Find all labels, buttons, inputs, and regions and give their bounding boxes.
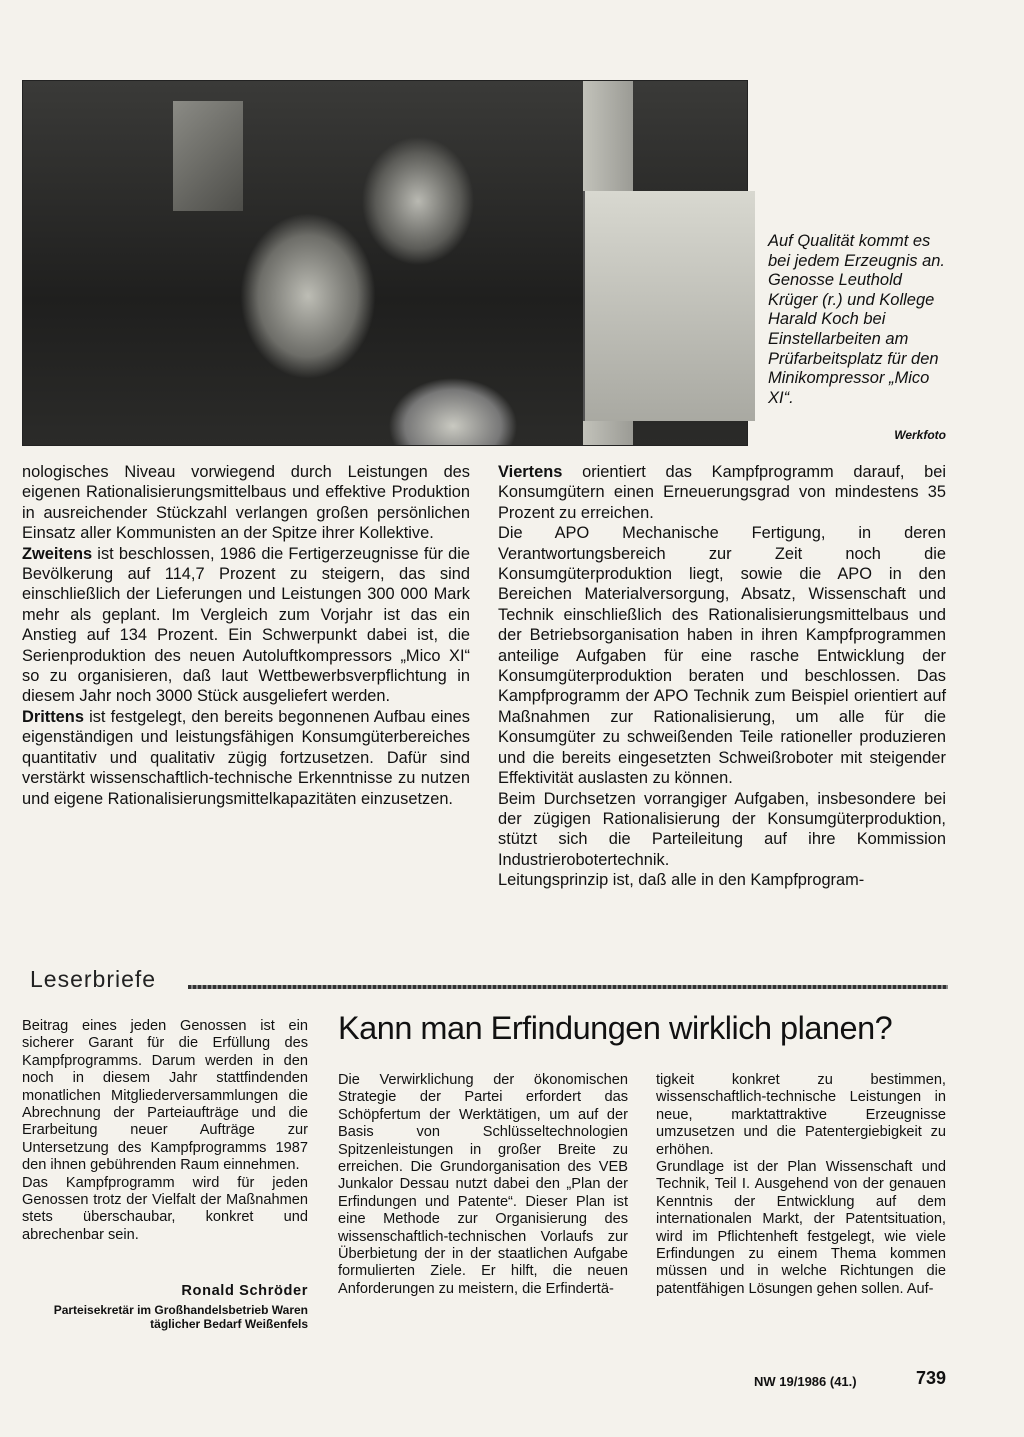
paragraph: Beitrag eines jeden Genossen ist ein sicherer Garant für die Erfüllung des Kampfprogramms. Darum werden in den noch in diesem Jahr stattfindenden monatlichen Mitgliederversammlungen die Abrechnung der Parteiaufträge und die Erarbeitung neuer Aufträge zur Untersetzung des Kampfprogramms 1987 den ihnen gebührenden Raum einnehmen. [22, 1018, 308, 1174]
paragraph [22, 544, 470, 707]
photo-device-detail [583, 191, 755, 421]
paragraph: nologisches Niveau vorwiegend durch Leistungen des eigenen Rationalisierungsmittelbaus und effektive Produktion in ausreichender Stückzahl verlangen großen persönlichen Einsatz aller Kommunisten an der Spitze ihrer Kollektive. [22, 463, 470, 543]
paragraph: Die APO Mechanische Fertigung, in deren Verantwortungsbereich zur Zeit noch die Konsumgüterproduktion liegt, sowie die APO in den Bereichen Materialversorgung, Absatz, Wissenschaft und Technik einschließlich des Rationalisierungsmittelbaus und der Betriebsorganisation haben in ihren Kampfprogrammen anteilige Aufgaben für eine rasche Entwicklung der Konsumgüterproduktion beraten und beschlossen. Das Kampfprogramm der APO Technik zum Beispiel orientiert auf Maßnahmen zur Rationalisierung, um alle für die Konsumgüter zu schweißenden Teile rationeller produzieren und die bereits eingesetzten Schweißroboter mit steigender Effektivität auslasten zu können. [498, 524, 946, 788]
article-column-2 [498, 462, 946, 891]
paragraph: Leitungsprinzip ist, daß alle in den Kampfprogram- [498, 871, 865, 890]
letter-signer: Ronald Schröder [181, 1283, 308, 1299]
issue-label: NW 19/1986 (41.) [754, 1374, 857, 1389]
photo-credit: Werkfoto [894, 428, 946, 442]
article-column-1 [22, 462, 470, 809]
paragraph [498, 462, 946, 523]
article2-column-2 [656, 1072, 946, 1298]
paragraph: Beim Durchsetzen vorrangiger Aufgaben, insbesondere bei der zügigen Rationalisierung der Konsumgüterproduktion, stützt sich die Parteileitung auf ihre Kommission Industrierobotertechnik. [498, 789, 946, 869]
section-title: Leserbriefe [30, 966, 157, 992]
paragraph: Die Verwirklichung der ökonomischen Strategie der Partei erfordert das Schöpfertum der Werktätigen, um auf der Basis von Schlüsseltechnologien Spitzenleistungen in großer Breite zu erreichen. Die Grundorganisation des VEB Junkalor Dessau nutzt dabei den „Plan der Erfindungen und Patente“. Dieser Plan ist eine Methode zur Organisierung des wissenschaftlich-technischen Vorlaufs zur Überbietung der in der staatlichen Aufgabe formulierten Ziele. Er hilft, die neuen Anforderungen zu meistern, die Erfindertä- [338, 1072, 628, 1297]
letter-signer-role: Parteisekretär im Großhandelsbetrieb Waren täglicher Bedarf Weißenfels [53, 1303, 308, 1331]
paragraph-text: ist beschlossen, 1986 die Fertigerzeugnisse für die Bevölkerung auf 114,7 Prozent zu steigern, das sind einschließlich der Lieferungen und Leistungen 300 000 Mark mehr als geplant. Im Vergleich zum Vorjahr ist das ein Anstieg auf 134 Prozent. Ein Schwerpunkt dabei ist, die Serienproduktion des neuen Autoluftkompressors „Mico XI“ so zu organisieren, daß laut Wettbewerbsverpflichtung in diesem Jahr noch 3000 Stück ausgeliefert werden. [22, 544, 470, 706]
paragraph: Grundlage ist der Plan Wissenschaft und Technik, Teil I. Ausgehend von der genauen Kenntnis der Entwicklung auf dem internationalen Markt, der Patentsituation, wird im Pflichtenheft festgelegt, wie viele Erfindungen zu einem Thema kommen müssen und in welche Richtungen die patentfähigen Lösungen gehen sollen. Auf- [656, 1159, 946, 1297]
section-rule [188, 985, 948, 989]
letter-column [22, 1018, 308, 1244]
page-number: 739 [916, 1368, 947, 1388]
paragraph-text: ist festgelegt, den bereits begonnenen Aufbau eines eigenständigen und leistungsfähigen Konsumgüterbereiches quantitativ und qualitativ zügig fortzusetzen. Dafür sind verstärkt wissenschaftlich-technische Erkenntnisse zu nutzen und eigene Rationalisierungsmittelkapazitäten einzusetzen. [22, 707, 470, 808]
paragraph [22, 707, 470, 809]
article2-column-1 [338, 1072, 628, 1298]
article-photo [22, 80, 748, 446]
paragraph-lead: Drittens [22, 707, 84, 726]
paragraph-lead: Zweitens [22, 544, 93, 563]
paragraph: tigkeit konkret zu bestimmen, wissenschaftlich-technische Leistungen in neue, marktattraktive Erzeugnisse umzusetzen und die Patentergiebigkeit zu erhöhen. [656, 1072, 946, 1158]
paragraph: Das Kampfprogramm wird für jeden Genossen trotz der Vielfalt der Maßnahmen stets überschaubar, konkret und abrechenbar sein. [22, 1174, 308, 1243]
paragraph-lead: Viertens [498, 463, 563, 481]
article-headline: Kann man Erfindungen wirklich planen? [338, 1010, 893, 1046]
paragraph-text: orientiert das Kampfprogramm darauf, bei Konsumgütern einen Erneuerungsgrad von mindestens 35 Prozent zu erreichen. [498, 463, 946, 522]
photo-window-detail [173, 101, 243, 211]
photo-caption: Auf Qualität kommt es bei jedem Erzeugnis an. Genosse Leuthold Krüger (r.) und Kollege Harald Koch bei Einstellarbeiten am Prüfarbeitsplatz für den Minikompressor „Mico XI“. [768, 232, 946, 407]
